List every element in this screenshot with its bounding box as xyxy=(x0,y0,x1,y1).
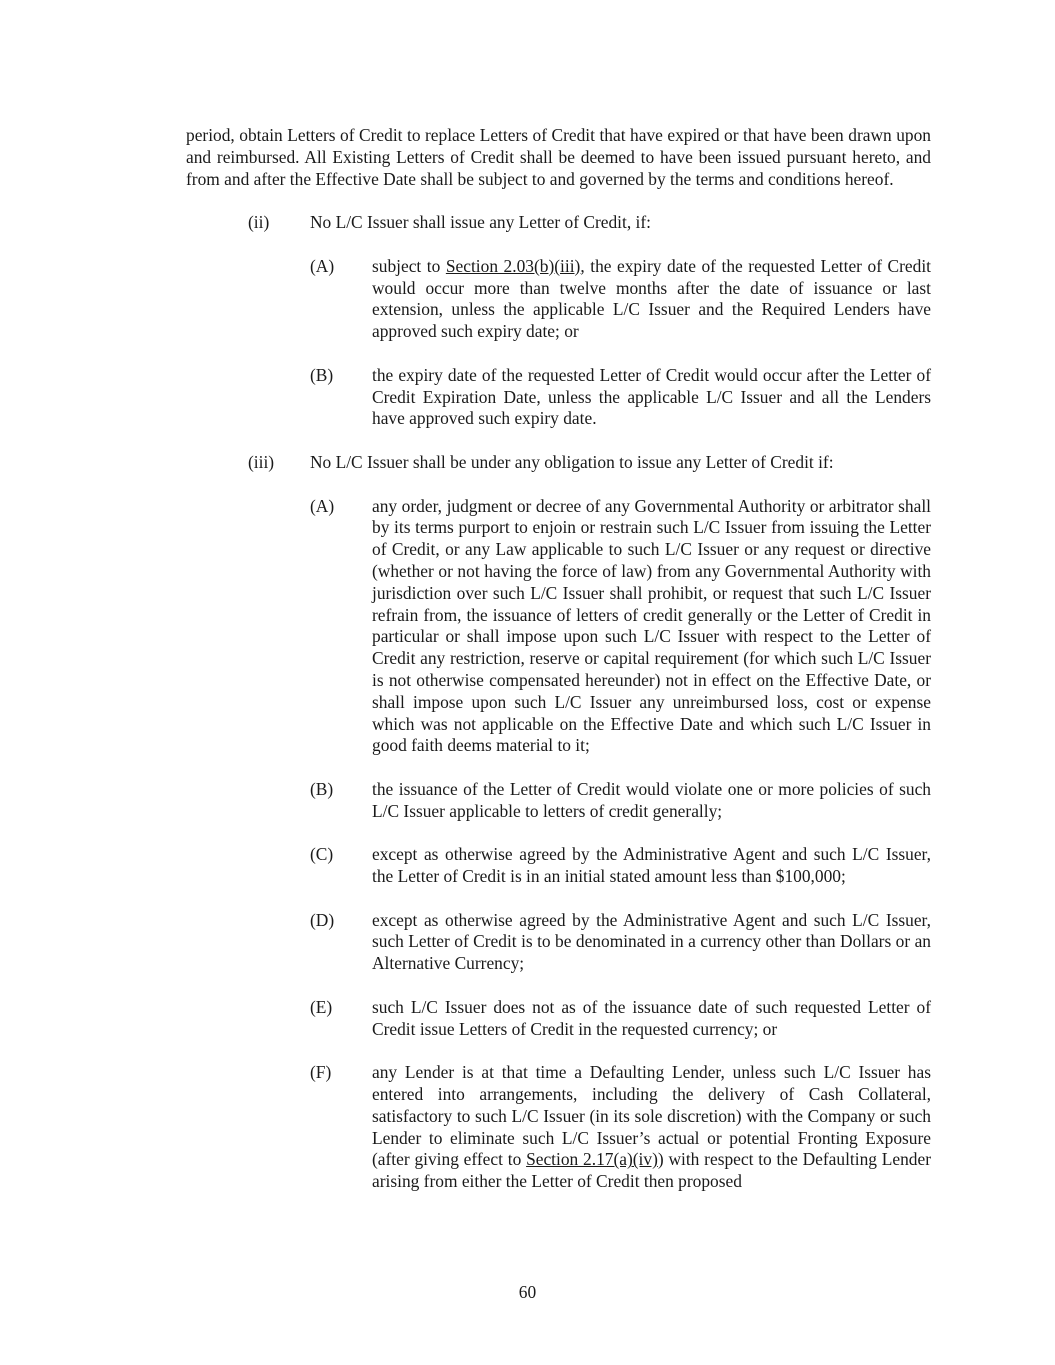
clause-iii xyxy=(186,452,931,474)
clause-iii-f-label: (F) xyxy=(310,1062,332,1083)
document-body xyxy=(186,125,931,1193)
clause-ii-a-label: (A) xyxy=(310,255,335,276)
clause-iii-d xyxy=(186,910,931,975)
clause-iii-c-label: (C) xyxy=(310,844,334,865)
clause-iii-d-text: except as otherwise agreed by the Administrative Agent and such L/C Issuer, such Letter of Credit is to be denominated in a currency other than Dollars or an Alternative Currency; xyxy=(372,909,931,974)
clause-iii-d-label: (D) xyxy=(310,909,335,930)
clause-iii-b xyxy=(186,779,931,823)
clause-iii-a-text: any order, judgment or decree of any Governmental Authority or arbitrator shall by its terms purport to enjoin or restrain such L/C Issuer from issuing the Letter of Credit, or any Law applicable to such L/C Issuer or any request or directive (whether or not having the force of law) from any Governmental Authority with jurisdiction over such L/C Issuer shall prohibit, or request that such L/C Issuer refrain from, the issuance of letters of credit generally or the Letter of Credit in particular or shall impose upon such L/C Issuer with respect to the Letter of Credit any restriction, reserve or capital requirement (for which such L/C Issuer is not otherwise compensated hereunder) not in effect on the Effective Date, or shall impose upon such L/C Issuer any unreimbursed loss, cost or expense which was not applicable on the Effective Date and which such L/C Issuer in good faith deems material to it; xyxy=(372,495,931,756)
clause-iii-b-text: the issuance of the Letter of Credit would violate one or more policies of such L/C Issuer applicable to letters of credit generally; xyxy=(372,778,931,821)
section-reference-link: Section 2.17(a)(iv) xyxy=(526,1149,658,1170)
page-number: 60 xyxy=(518,1282,537,1302)
intro-paragraph: period, obtain Letters of Credit to replace Letters of Credit that have expired or that have been drawn upon and reimbursed. All Existing Letters of Credit shall be deemed to have been issued pursuant hereto, and from and after the Effective Date shall be subject to and governed by the terms and conditions hereof. xyxy=(186,125,931,189)
clause-iii-text: No L/C Issuer shall be under any obligation to issue any Letter of Credit if: xyxy=(310,451,834,472)
clause-ii-b-label: (B) xyxy=(310,364,334,385)
clause-ii-a-pre: subject to xyxy=(372,255,446,276)
clause-iii-c-text: except as otherwise agreed by the Administrative Agent and such L/C Issuer, the Letter of Credit is in an initial stated amount less than $100,000; xyxy=(372,844,931,887)
clause-iii-e-text: such L/C Issuer does not as of the issuance date of such requested Letter of Credit issue Letters of Credit in the requested currency; or xyxy=(372,996,931,1039)
clause-ii xyxy=(186,212,931,234)
clause-iii-a-label: (A) xyxy=(310,495,335,516)
section-reference-link: Section 2.03(b)(iii) xyxy=(445,255,581,276)
clause-ii-a xyxy=(186,256,931,343)
clause-iii-b-label: (B) xyxy=(310,778,334,799)
clause-iii-a xyxy=(186,496,931,758)
clause-ii-label: (ii) xyxy=(248,212,270,233)
clause-ii-b-text: the expiry date of the requested Letter of Credit would occur after the Letter of Credit Expiration Date, unless the applicable L/C Issuer and all the Lenders have approved such expiry date. xyxy=(372,364,931,429)
clause-iii-f-pre: any Lender is at that time a Defaulting Lender, unless such L/C Issuer has entered into arrangements, including the delivery of Cash Collateral, satisfactory to such L/C Issuer (in its sole discretion) with the Company or such Lender to eliminate such L/C Issuer’s actual or potential Fronting Exposure (after giving effect to xyxy=(372,1062,931,1170)
clause-ii-b xyxy=(186,365,931,430)
clause-iii-f-post: ) with respect to the Defaulting Lender arising from either the Letter of Credit then proposed xyxy=(372,1149,931,1192)
clause-iii-e xyxy=(186,997,931,1041)
clause-iii-e-label: (E) xyxy=(310,996,333,1017)
clause-ii-a-post: , the expiry date of the requested Letter of Credit would occur more than twelve months after the date of issuance or last extension, unless the applicable L/C Issuer and the Required Lenders have approved such expiry date; or xyxy=(372,255,931,342)
clause-iii-label: (iii) xyxy=(248,451,275,472)
clause-ii-text: No L/C Issuer shall issue any Letter of Credit, if: xyxy=(310,212,651,233)
clause-iii-c xyxy=(186,844,931,888)
clause-iii-f xyxy=(186,1062,931,1193)
